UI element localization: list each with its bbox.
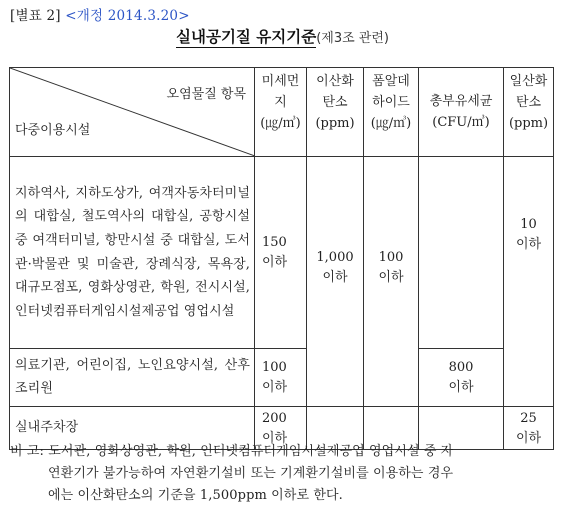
column-header-co2	[307, 68, 364, 157]
pollutant-header: 오염물질 항목	[166, 87, 246, 102]
bacteria-empty-cell	[419, 157, 504, 349]
value-text: 10 이하	[515, 216, 542, 252]
appendix-header	[10, 4, 190, 24]
title-sub: (제3조 관련)	[316, 31, 389, 46]
facility-cell: 의료기관, 어린이집, 노인요양시설, 산후조리원	[10, 349, 255, 407]
co-value	[504, 157, 554, 407]
facility-cell: 실내주차장	[10, 407, 255, 450]
bacteria-value	[419, 349, 504, 407]
column-header-line: 지	[274, 95, 287, 110]
value-text: 1,000 이하	[316, 249, 354, 285]
value-text: 100 이하	[378, 249, 404, 285]
column-header-co	[504, 68, 554, 157]
column-header-line: 하이드	[372, 95, 410, 110]
value-text: 25 이하	[515, 411, 542, 446]
amendment-date: <개정 2014.3.20>	[65, 8, 190, 24]
facility-header: 다중이용시설	[15, 123, 91, 138]
column-header-unit: (㎍/㎥)	[370, 116, 412, 131]
diagonal-line	[10, 68, 255, 156]
column-header-line: 일산화	[509, 74, 548, 89]
facility-cell: 지하역사, 지하도상가, 여객자동차터미널의 대합실, 철도역사의 대합실, 공항시설 중 여객터미널, 항만시설 중 대합실, 도서관·박물관 및 미술관, 장례식장, 목욕장, 대규모점포, 영화상영관, 학원, 전시시설, 인터넷컴퓨터게임시설제공업 영업시설	[10, 157, 255, 349]
column-header-unit: (ppm)	[315, 116, 355, 131]
table-row	[10, 349, 554, 407]
column-header-bacteria	[419, 68, 504, 157]
value-text: 800 이하	[448, 359, 474, 395]
column-header-line: 미세먼	[261, 74, 300, 89]
column-header-line: 탄소	[322, 95, 348, 110]
pm-value	[255, 349, 307, 407]
column-header-unit: (CFU/㎥)	[432, 115, 490, 130]
table-header-row	[10, 68, 554, 157]
diagonal-header-cell	[10, 68, 255, 157]
column-header-unit: (ppm)	[508, 116, 549, 131]
column-header-formaldehyde	[364, 68, 419, 157]
air-quality-standards-table	[9, 67, 554, 450]
column-header-unit: (㎍/㎥)	[260, 116, 301, 131]
document-title	[0, 25, 565, 47]
value-text: 150 이하	[262, 234, 288, 270]
co2-value	[307, 157, 364, 407]
pm-value	[255, 157, 307, 349]
column-header-line: 탄소	[515, 95, 542, 110]
note-line: 에는 이산화탄소의 기준을 1,500ppm 이하로 한다.	[48, 488, 343, 503]
column-header-line: 폼알데	[372, 74, 410, 89]
table-row	[10, 157, 554, 349]
appendix-label: [별표 2]	[10, 8, 61, 24]
column-header-line: 총부유세균	[429, 94, 493, 109]
value-text: 200 이하	[262, 411, 288, 446]
column-header-line: 이산화	[316, 74, 354, 89]
column-header-pm	[255, 68, 307, 157]
value-text: 100 이하	[262, 359, 288, 395]
title-main: 실내공기질 유지기준	[176, 28, 317, 46]
remarks-note	[10, 441, 560, 507]
note-line: 비 고: 도서관, 영화상영관, 학원, 인터넷컴퓨터게임시설제공업 영업시설 중 자	[10, 444, 454, 459]
formaldehyde-value	[364, 157, 419, 407]
note-line: 연환기가 불가능하여 자연환기설비 또는 기계환기설비를 이용하는 경우	[48, 466, 454, 481]
